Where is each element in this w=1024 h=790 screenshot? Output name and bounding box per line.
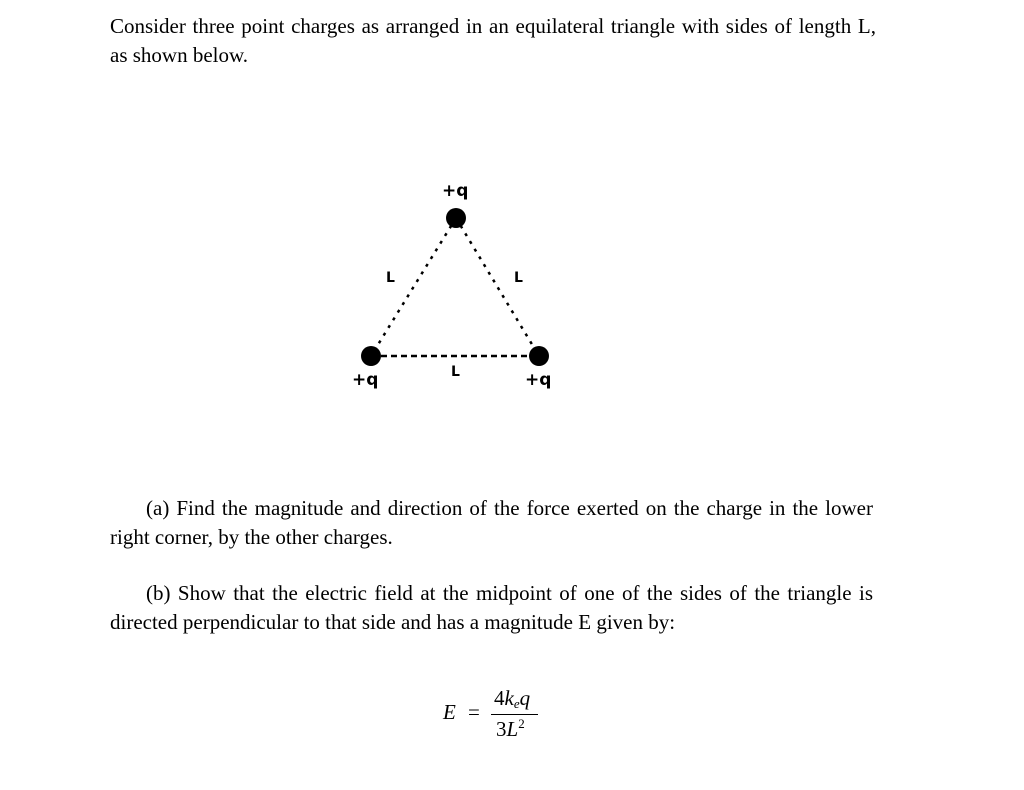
side-right bbox=[456, 218, 539, 356]
label-charge-bottom-right: +q bbox=[525, 370, 552, 390]
label-side-bottom: L bbox=[451, 364, 460, 380]
label-charge-bottom-left: +q bbox=[352, 370, 379, 390]
label-side-left: L bbox=[386, 270, 395, 286]
charge-triangle-diagram bbox=[330, 170, 590, 400]
charge-top bbox=[446, 208, 466, 228]
formula-denominator: $3L^2$ bbox=[496, 716, 525, 741]
formula-lhs: E bbox=[443, 700, 456, 724]
question-part-b: (b) Show that the electric field at the midpoint of one of the sides of the triangle is directed perpendicular to that side and has a magnitude E given by: bbox=[110, 581, 873, 634]
formula-fraction-bar bbox=[491, 714, 538, 715]
label-charge-top: +q bbox=[442, 181, 469, 201]
formula-numerator: $4k_eq$ bbox=[494, 686, 531, 711]
side-left bbox=[371, 218, 456, 356]
charge-bottom-right bbox=[529, 346, 549, 366]
label-side-right: L bbox=[514, 270, 523, 286]
question-part-a: (a) Find the magnitude and direction of the force exerted on the charge in the lower right corner, by the other charges. bbox=[110, 496, 873, 549]
charge-bottom-left bbox=[361, 346, 381, 366]
problem-intro: Consider three point charges as arranged in an equilateral triangle with sides of length L, as shown below. bbox=[110, 14, 876, 67]
formula-equals: = bbox=[468, 700, 480, 724]
